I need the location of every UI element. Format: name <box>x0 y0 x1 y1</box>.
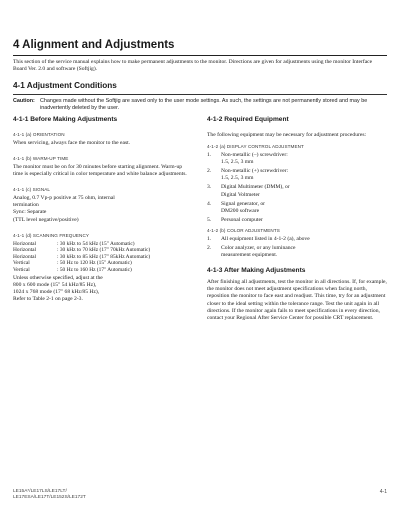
required-equipment-intro: The following equipment may be necessary for adjustment procedures: <box>207 132 367 138</box>
scan-value-cell: : 50 Hz to 120 Hz (15" Automatic) <box>57 260 132 267</box>
list-item-text: DM200 software <box>221 207 260 214</box>
display-equipment-list <box>207 152 387 224</box>
list-item-text: All equipment listed in 4-1-2 (a), above <box>221 235 310 242</box>
footer-model-numbers <box>13 489 213 502</box>
left-column <box>13 116 191 308</box>
list-item <box>207 168 387 182</box>
scanning-heading: 4-1-1 (d) SCANNING FREQUENCY <box>13 232 90 238</box>
table-row <box>13 267 150 274</box>
scan-value-cell: : 50 Hz to 160 Hz (17" Automatic) <box>57 267 132 274</box>
list-item-text: Signal generator, or <box>221 200 266 207</box>
subsection-title-required-equipment: 4-1-2 Required Equipment <box>207 116 289 123</box>
chapter-intro: This section of the service manual explains how to make permanent adjustments to the monitor. Directions are given for adjustments using the monitor Interface Board Ver. 2.0 and software (Softjig). <box>13 59 373 73</box>
list-item-number: 1. <box>207 152 212 159</box>
subsection-title-after-adjustments: 4-1-3 After Making Adjustments <box>207 267 306 275</box>
scan-mode-cell: Vertical <box>13 267 30 274</box>
scan-mode-cell: Horizontal <box>13 253 37 260</box>
signal-line: Sync: Separate <box>13 209 47 216</box>
list-item-text: Personal computer <box>221 216 263 223</box>
list-item-text: Digital Multimeter (DMM), or <box>221 184 290 191</box>
page-number: 4-1 <box>379 489 387 495</box>
scan-mode-cell: Horizontal <box>13 240 37 247</box>
orientation-text: When servicing, always face the monitor to the east. <box>13 140 131 146</box>
display-control-heading: 4-1-2 (a) DISPLAY CONTROL ADJUSTMENT <box>207 144 304 150</box>
scanning-note-line: 1024 x 768 mode (17" 68 kHz/85 Hz), <box>13 288 100 295</box>
list-item <box>207 217 387 224</box>
list-item-text: Non-metallic (–) screwdriver: <box>221 152 288 159</box>
warmup-text: The monitor must be on for 30 minutes before starting alignment. Warm-up time is especially critical in color temperature and white balance adjustments. <box>13 164 187 178</box>
signal-text <box>13 195 191 223</box>
signal-line: termination <box>13 202 39 209</box>
scan-value-cell: : 30 kHz to 54 kHz (15" Automatic) <box>57 240 135 247</box>
list-item-text: measurement equipment. <box>221 252 278 259</box>
list-item <box>207 184 387 198</box>
scan-value-cell: : 30 kHz to 85 kHz (17" 85kHz Automatic) <box>57 253 151 260</box>
subsection-title-before-adjustments: 4-1-1 Before Making Adjustments <box>13 116 118 123</box>
list-item-number: 2. <box>207 245 212 252</box>
signal-line: Analog, 0.7 Vp-p positive at 75 ohm, internal <box>13 195 115 202</box>
scanning-note-line: Refer to Table 2-1 on page 2-3. <box>13 295 83 302</box>
list-item-text: 1.5, 2.5, 3 mm <box>221 175 254 182</box>
scanning-note-line: 800 x 600 mode (15" 54 kHz/85 Hz), <box>13 281 97 288</box>
right-column <box>207 116 387 327</box>
list-item <box>207 245 387 259</box>
list-item-text: Color analyzer, or any luminance <box>221 245 296 252</box>
list-item-text: Digital Voltmeter <box>221 191 260 198</box>
list-item-text: Non-metallic (+) screwdriver: <box>221 168 289 175</box>
list-item <box>207 152 387 166</box>
warmup-heading: 4-1-1 (b) WARM-UP TIME <box>13 156 69 162</box>
list-item-number: 4. <box>207 200 212 207</box>
scan-mode-cell: Horizontal <box>13 247 37 254</box>
signal-line: (TTL level negative/positive) <box>13 216 79 223</box>
list-item-text: 1.5, 2.5, 3 mm <box>221 159 254 166</box>
after-adjustments-text: After finishing all adjustments, test the monitor in all directions. If, for example, the monitor does not meet adjustment specifications when facing north, reposition the monitor to face east and readjust. This time, try for an adjustment closer to the ideal setting within the tolerance range. Test the unit again in all directions. If the monitor again fails to meet specifications in every direction, contact your Regional After Service Center for possible CRT replacement. <box>207 279 387 321</box>
signal-heading: 4-1-1 (c) SIGNAL <box>13 187 51 193</box>
footer-models-line: LE17ESA/LE17T/LE152S/LE172T <box>13 495 86 501</box>
list-item <box>207 201 387 215</box>
section-title-adjustment-conditions: 4-1 Adjustment Conditions <box>13 81 387 95</box>
scanning-note <box>13 275 191 303</box>
scan-value-cell: : 30 kHz to 70 kHz (17" 70kHz Automatic) <box>57 247 151 254</box>
footer-models-line: LE15A*/LE17LS/LE17LT/ <box>13 489 67 494</box>
list-item-number: 2. <box>207 168 212 175</box>
scanning-frequency-table <box>13 241 150 274</box>
list-item <box>207 236 387 243</box>
color-equipment-list <box>207 236 387 259</box>
table-row <box>13 247 150 254</box>
caution-text: Changes made without the Softjig are saved only to the user mode settings. As such, the settings are not permanently stored and may be inadvertently deleted by the user. <box>40 98 368 112</box>
color-adjustments-heading: 4-1-2 (b) COLOR ADJUSTMENTS <box>207 227 280 233</box>
chapter-title: 4 Alignment and Adjustments <box>13 38 387 56</box>
list-item-number: 5. <box>207 216 212 223</box>
orientation-heading: 4-1-1 (a) ORIENTATION <box>13 132 65 137</box>
list-item-number: 1. <box>207 235 212 242</box>
caution-note <box>13 98 387 112</box>
caution-label: Caution: <box>13 98 35 104</box>
list-item-number: 3. <box>207 184 212 191</box>
scanning-note-line: Unless otherwise specified, adjust at the <box>13 274 103 281</box>
scan-mode-cell: Vertical <box>13 260 30 267</box>
